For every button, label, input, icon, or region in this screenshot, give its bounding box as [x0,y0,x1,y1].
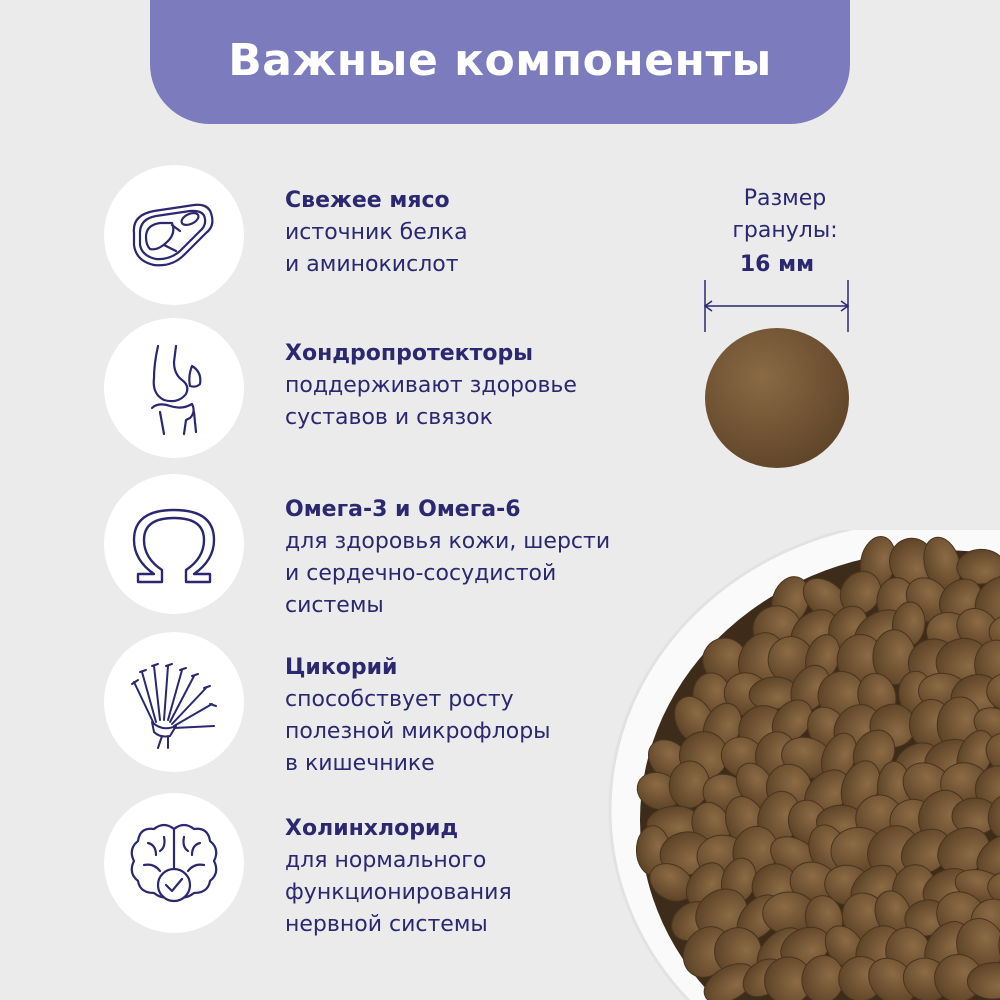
feature-title: Холинхлорид [285,816,459,841]
chicory-flower-icon [104,632,244,772]
feature-description: способствует росту полезной микрофлоры в кишечнике [285,687,551,776]
feature-title: Хондропротекторы [285,341,534,366]
meat-steak-icon [104,165,244,305]
page-title: Важные компоненты [228,34,772,86]
granule-size-label: Размер гранулы: [732,186,838,243]
omega-icon [104,474,244,614]
knee-joint-icon [104,318,244,458]
feature-description: для нормального функционирования нервной системы [285,848,512,937]
feature-description: для здоровья кожи, шерсти и сердечно-сосудистой системы [285,529,611,618]
kibble-pile [632,533,1000,1000]
feature-title: Цикорий [285,655,398,680]
feature-title: Свежее мясо [285,188,450,213]
granule-size-value: 16 мм [739,252,815,277]
feature-description: источник белка и аминокислот [285,220,468,277]
feature-item-choline [104,793,664,937]
granule-illustration [690,270,870,480]
feature-item-chondroprotectors [104,318,664,458]
food-bowl-image [600,530,1000,1000]
feature-item-omega [104,474,664,618]
header-banner [150,0,850,124]
feature-item-chicory [104,632,664,776]
kibble-granule [705,328,849,468]
brain-check-icon [104,793,244,933]
feature-description: поддерживают здоровье суставов и связок [285,373,577,430]
feature-item-fresh-meat [104,165,664,305]
feature-title: Омега-3 и Омега-6 [285,497,521,522]
measurement-bracket [705,280,848,332]
